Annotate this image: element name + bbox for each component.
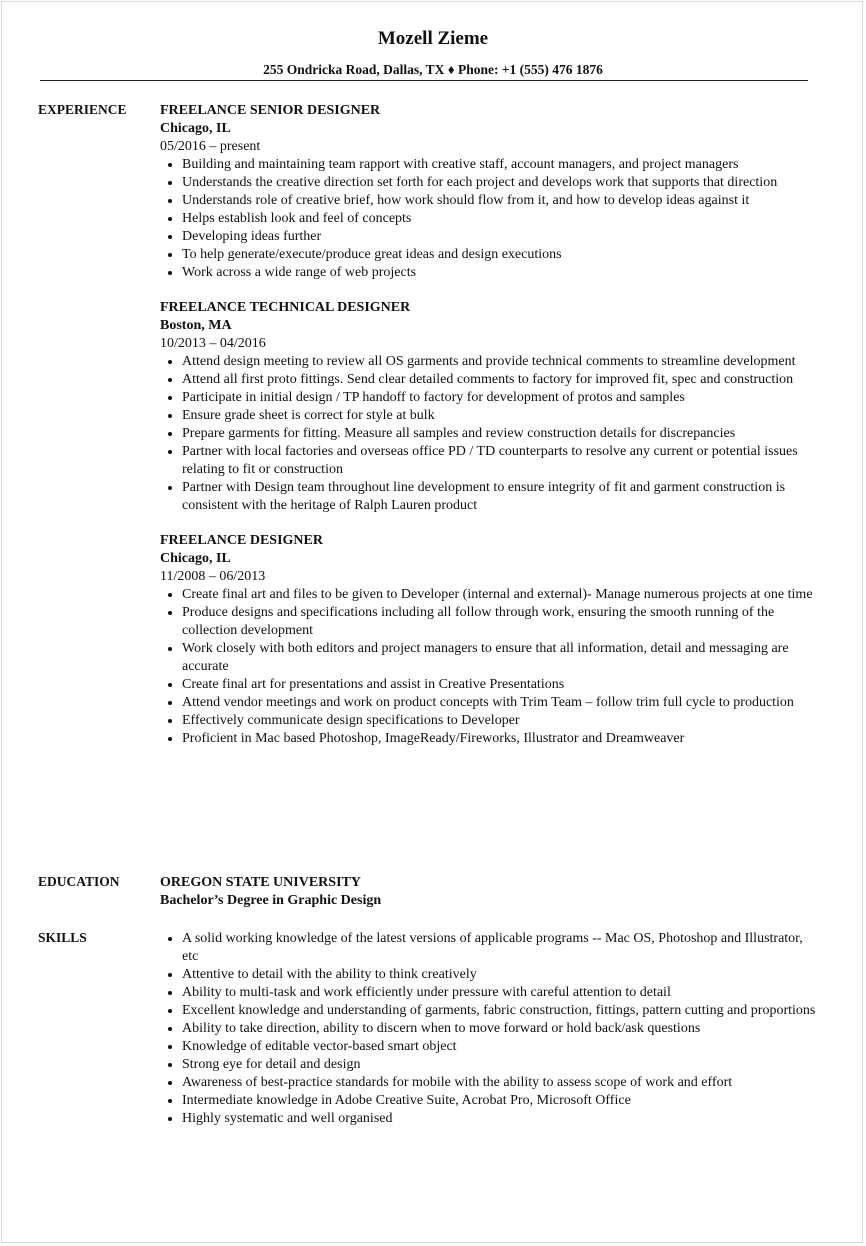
job-dates: 11/2008 – 06/2013: [160, 569, 266, 584]
job-bullet: • Produce designs and specifications including all follow through work, ensuring the smooth running of the collection development: [182, 604, 820, 640]
job-bullet: • Attend design meeting to review all OS garments and provide technical comments to streamline development: [182, 353, 820, 371]
skill-item: • A solid working knowledge of the latest versions of applicable programs -- Mac OS, Photoshop and Illustrator, etc: [182, 930, 820, 966]
job-bullet: • Work across a wide range of web projects: [182, 264, 820, 282]
skill-item: • Awareness of best-practice standards for mobile with the ability to assess scope of work and effort: [182, 1074, 820, 1092]
contact-line: 255 Ondricka Road, Dallas, TX ♦ Phone: +1 (555) 476 1876: [263, 62, 603, 77]
job-dates: 10/2013 – 04/2016: [160, 336, 266, 351]
job-bullet: • To help generate/execute/produce great ideas and design executions: [182, 246, 820, 264]
job-entry: [160, 532, 820, 748]
job-title: FREELANCE DESIGNER: [160, 533, 323, 548]
job-bullet: • Helps establish look and feel of concepts: [182, 210, 820, 228]
education-heading: EDUCATION: [38, 874, 120, 889]
skill-item: • Attentive to detail with the ability to think creatively: [182, 966, 820, 984]
job-bullet: • Proficient in Mac based Photoshop, ImageReady/Fireworks, Illustrator and Dreamweaver: [182, 730, 820, 748]
job-location: Chicago, IL: [160, 551, 231, 566]
job-bullet: • Prepare garments for fitting. Measure all samples and review construction details for discrepancies: [182, 425, 820, 443]
skill-item: • Intermediate knowledge in Adobe Creative Suite, Acrobat Pro, Microsoft Office: [182, 1092, 820, 1110]
job-bullet: • Partner with Design team throughout line development to ensure integrity of fit and garment construction is consistent with the heritage of Ralph Lauren product: [182, 479, 820, 515]
job-bullet: • Partner with local factories and overseas office PD / TD counterparts to resolve any current or potential issues relating to fit or construction: [182, 443, 820, 479]
job-bullet: • Understands role of creative brief, how work should flow from it, and how to develop ideas against it: [182, 192, 820, 210]
school-name: OREGON STATE UNIVERSITY: [160, 875, 361, 890]
job-location: Boston, MA: [160, 318, 232, 333]
job-title: FREELANCE TECHNICAL DESIGNER: [160, 300, 411, 315]
job-dates: 05/2016 – present: [160, 139, 261, 154]
experience-section: [160, 102, 820, 765]
skill-item: • Strong eye for detail and design: [182, 1056, 820, 1074]
job-location: Chicago, IL: [160, 121, 231, 136]
job-entry: [160, 102, 820, 282]
job-bullet: • Attend all first proto fittings. Send clear detailed comments to factory for improved fit, spec and construction: [182, 371, 820, 389]
job-bullet: • Developing ideas further: [182, 228, 820, 246]
job-bullet: • Ensure grade sheet is correct for style at bulk: [182, 407, 820, 425]
header-divider: [40, 80, 808, 81]
education-section: [160, 874, 820, 910]
skills-section: [160, 930, 820, 1128]
experience-heading: EXPERIENCE: [38, 102, 127, 117]
skill-item: • Excellent knowledge and understanding of garments, fabric construction, fittings, pattern cutting and proportions: [182, 1002, 820, 1020]
candidate-name: Mozell Zieme: [377, 28, 489, 49]
job-bullet: • Building and maintaining team rapport with creative staff, account managers, and project managers: [182, 156, 820, 174]
job-bullet: • Create final art for presentations and assist in Creative Presentations: [182, 676, 820, 694]
job-bullet: • Work closely with both editors and project managers to ensure that all information, detail and messaging are accurate: [182, 640, 820, 676]
job-bullet-list: [160, 353, 820, 515]
job-bullet: • Understands the creative direction set forth for each project and develops work that supports that direction: [182, 174, 820, 192]
job-bullet: • Effectively communicate design specifications to Developer: [182, 712, 820, 730]
job-bullet: • Participate in initial design / TP handoff to factory for development of protos and samples: [182, 389, 820, 407]
job-bullet-list: [160, 586, 820, 748]
skill-item: • Ability to multi-task and work efficiently under pressure with careful attention to detail: [182, 984, 820, 1002]
degree-name: Bachelor’s Degree in Graphic Design: [160, 893, 382, 908]
skills-heading: SKILLS: [38, 930, 87, 945]
skill-item: • Knowledge of editable vector-based smart object: [182, 1038, 820, 1056]
skill-item: • Ability to take direction, ability to discern when to move forward or hold back/ask questions: [182, 1020, 820, 1038]
job-bullet-list: [160, 156, 820, 282]
skill-item: • Highly systematic and well organised: [182, 1110, 820, 1128]
job-bullet: • Attend vendor meetings and work on product concepts with Trim Team – follow trim full cycle to production: [182, 694, 820, 712]
job-entry: [160, 299, 820, 515]
job-title: FREELANCE SENIOR DESIGNER: [160, 103, 381, 118]
job-bullet: • Create final art and files to be given to Developer (internal and external)- Manage numerous projects at one time: [182, 586, 820, 604]
skills-list: [160, 930, 820, 1128]
